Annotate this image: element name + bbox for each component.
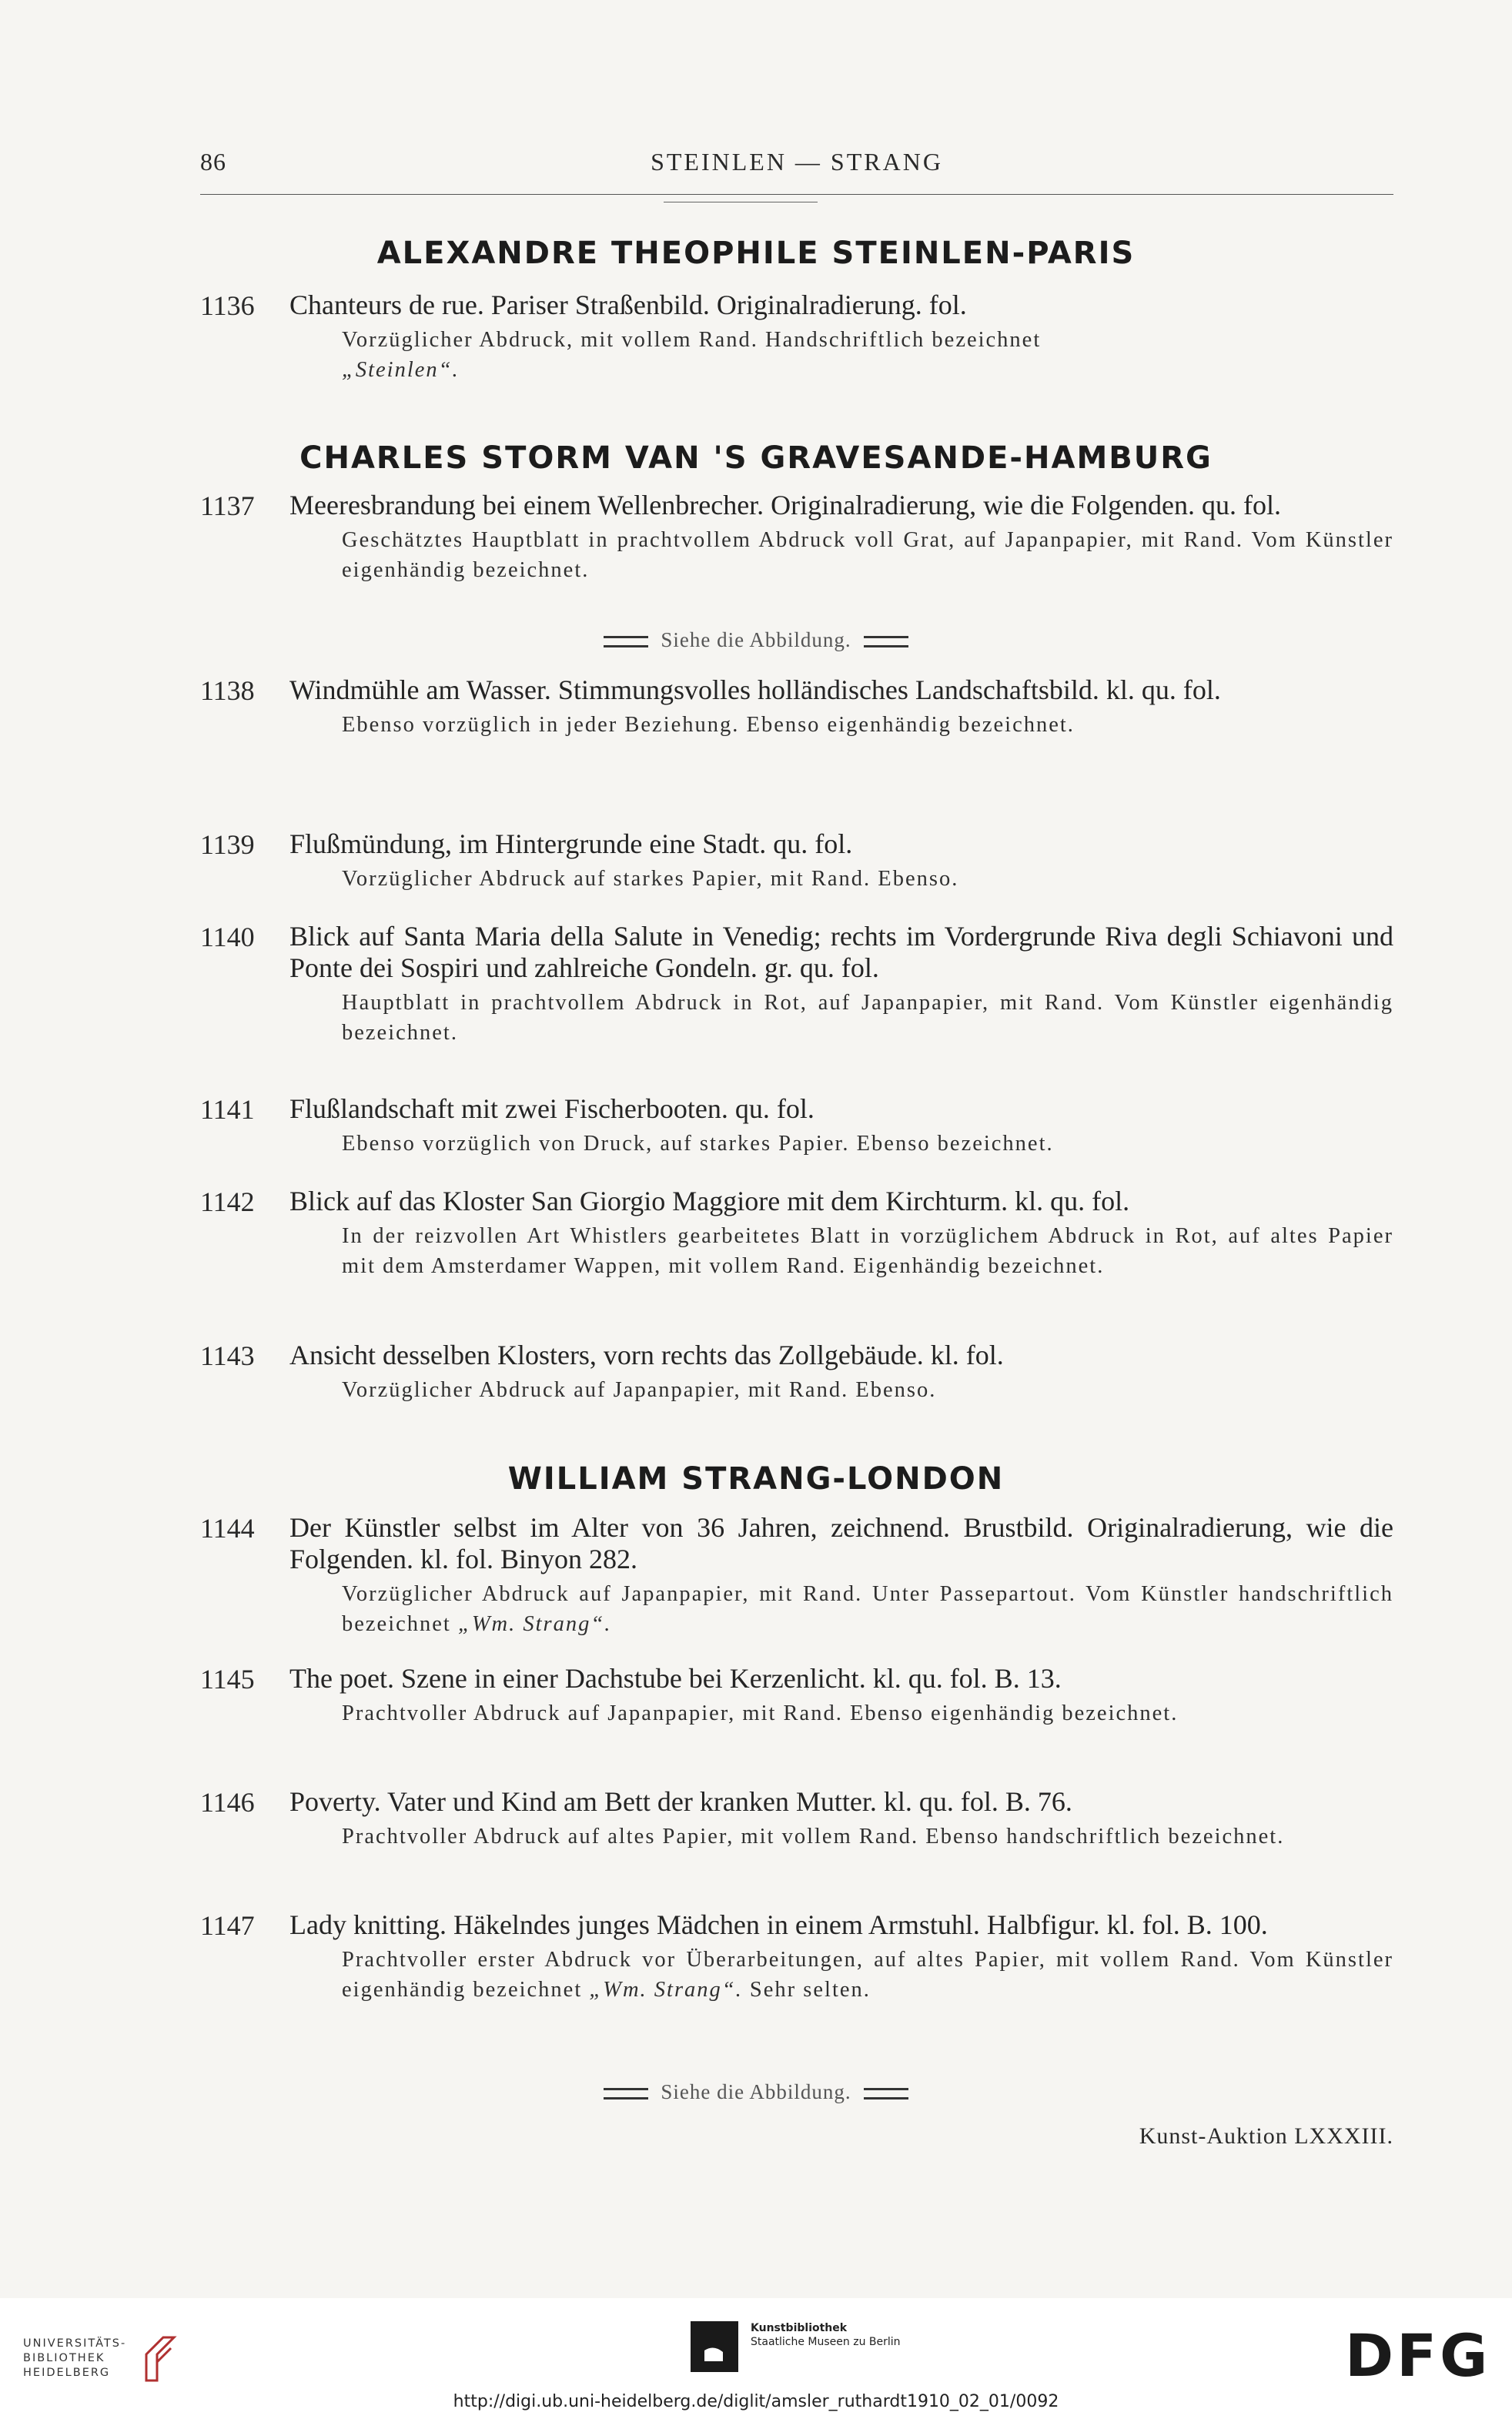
entry-note: Ebenso vorzüglich von Druck, auf starkes Papier. Ebenso bezeichnet. bbox=[342, 1132, 1054, 1156]
entry-number: 1140 bbox=[200, 922, 255, 952]
entry-number: 1138 bbox=[200, 675, 255, 706]
catalog-entry-1143 bbox=[200, 1340, 1393, 1405]
section-heading-strang: WILLIAM STRANG-LONDON bbox=[507, 1461, 1005, 1497]
double-rule-left bbox=[604, 636, 648, 647]
catalog-entry-1136 bbox=[200, 289, 1393, 385]
entry-note bbox=[342, 1579, 1393, 1639]
entry-note-text: Prachtvoller erster Abdruck vor Überarbeitungen, auf altes Papier, mit vollem Rand. Vom Künstler eigenhändig bezeichnet bbox=[342, 1948, 1393, 2002]
catalog-entry-1146 bbox=[200, 1786, 1393, 1852]
entry-number: 1145 bbox=[200, 1664, 255, 1695]
double-rule-left bbox=[604, 2088, 648, 2099]
catalog-entry-1139 bbox=[200, 828, 1393, 894]
entry-title: Blick auf Santa Maria della Salute in Venedig; rechts im Vordergrunde Riva degli Schiavoni und Ponte dei Sospiri und zahlreiche Gondeln. gr. qu. fol. bbox=[289, 921, 1393, 983]
page-header bbox=[200, 148, 1393, 182]
kunstbibliothek-logo-icon bbox=[691, 2321, 738, 2372]
university-logo-icon bbox=[140, 2331, 180, 2385]
entry-note: Ebenso vorzüglich in jeder Beziehung. Ebenso eigenhändig bezeichnet. bbox=[342, 713, 1075, 737]
entry-number: 1147 bbox=[200, 1910, 255, 1941]
kunstbibliothek-subtitle: Staatliche Museen zu Berlin bbox=[751, 2336, 901, 2348]
university-line: BIBLIOTHEK bbox=[23, 2352, 105, 2364]
entry-note-text: Vorzüglicher Abdruck auf Japanpapier, mit Rand. Unter Passepartout. Vom Künstler handschriftlich bezeichnet bbox=[342, 1582, 1393, 1636]
entry-title: Der Künstler selbst im Alter von 36 Jahren, zeichnend. Brustbild. Originalradierung, wie die Folgenden. kl. fol. Binyon 282. bbox=[289, 1512, 1393, 1574]
see-illustration-2 bbox=[0, 2080, 1512, 2104]
entry-note: Hauptblatt in prachtvollem Abdruck in Rot, auf Japanpapier, mit Rand. Vom Künstler eigenhändig bezeichnet. bbox=[342, 991, 1393, 1045]
source-url[interactable]: http://digi.ub.uni-heidelberg.de/diglit/amsler_ruthardt1910_02_01/0092 bbox=[453, 2392, 1059, 2411]
kunstbibliothek-label bbox=[751, 2321, 901, 2349]
kunstbibliothek-title: Kunstbibliothek bbox=[751, 2322, 848, 2334]
entry-title: Ansicht desselben Klosters, vorn rechts das Zollgebäude. kl. fol. bbox=[289, 1340, 1004, 1370]
page-number: 86 bbox=[200, 148, 226, 176]
entry-note: Geschätztes Hauptblatt in prachtvollem Abdruck voll Grat, auf Japanpapier, mit Rand. Vom Künstler eigenhändig bezeichnet. bbox=[342, 528, 1393, 582]
header-rule bbox=[200, 194, 1393, 195]
catalog-entry-1147 bbox=[200, 1909, 1393, 2005]
viewer-footer bbox=[0, 2298, 1512, 2419]
university-line: HEIDELBERG bbox=[23, 2367, 111, 2379]
see-illustration-1 bbox=[0, 628, 1512, 652]
catalog-entry-1145 bbox=[200, 1663, 1393, 1728]
entry-note-tail: Sehr selten. bbox=[749, 1978, 871, 2002]
catalog-entry-1142 bbox=[200, 1186, 1393, 1281]
entry-note: Prachtvoller Abdruck auf Japanpapier, mit Rand. Ebenso eigenhändig bezeichnet. bbox=[342, 1701, 1179, 1725]
entry-number: 1136 bbox=[200, 290, 255, 321]
entry-title: Lady knitting. Häkelndes junges Mädchen in einem Armstuhl. Halbfigur. kl. fol. B. 100. bbox=[289, 1909, 1268, 1940]
entry-title: The poet. Szene in einer Dachstube bei Kerzenlicht. kl. qu. fol. B. 13. bbox=[289, 1663, 1062, 1694]
entry-note: Vorzüglicher Abdruck auf Japanpapier, mit Rand. Ebenso. bbox=[342, 1378, 937, 1402]
catalog-entry-1137 bbox=[200, 490, 1393, 585]
catalog-entry-1140 bbox=[200, 921, 1393, 1048]
entry-title: Flußlandschaft mit zwei Fischerbooten. qu. fol. bbox=[289, 1093, 815, 1124]
entry-note bbox=[342, 1945, 1393, 2005]
section-heading-storm: CHARLES STORM VAN 'S GRAVESANDE-HAMBURG bbox=[299, 440, 1213, 476]
university-library-label bbox=[23, 2337, 126, 2381]
entry-note: Vorzüglicher Abdruck auf starkes Papier, mit Rand. Ebenso. bbox=[342, 867, 959, 891]
entry-note: In der reizvollen Art Whistlers gearbeitetes Blatt in vorzüglichem Abdruck in Rot, auf altes Papier mit dem Amsterdamer Wappen, mit vollem Rand. Eigenhändig bezeichnet. bbox=[342, 1224, 1393, 1278]
entry-number: 1137 bbox=[200, 490, 255, 521]
entry-note-text: Vorzüglicher Abdruck, mit vollem Rand. Handschriftlich bezeichnet bbox=[342, 328, 1042, 352]
dfg-logo: DFG bbox=[1345, 2321, 1491, 2390]
catalog-entry-1141 bbox=[200, 1093, 1393, 1159]
entry-number: 1141 bbox=[200, 1094, 255, 1125]
entry-number: 1146 bbox=[200, 1787, 255, 1818]
entry-title: Flußmündung, im Hintergrunde eine Stadt. qu. fol. bbox=[289, 828, 853, 859]
university-line: UNIVERSITÄTS- bbox=[23, 2337, 127, 2350]
entry-note-signature: „Wm. Strang“. bbox=[589, 1978, 743, 2002]
double-rule-right bbox=[864, 636, 908, 647]
entry-number: 1143 bbox=[200, 1340, 255, 1371]
entry-note-signature: „Wm. Strang“. bbox=[457, 1612, 612, 1636]
entry-note-signature: „Steinlen“. bbox=[342, 358, 460, 382]
double-rule-right bbox=[864, 2088, 908, 2099]
see-illustration-text: Siehe die Abbildung. bbox=[661, 2080, 851, 2103]
entry-number: 1139 bbox=[200, 829, 255, 860]
entry-note bbox=[342, 325, 1393, 385]
auction-signature: Kunst-Auktion LXXXIII. bbox=[1139, 2123, 1393, 2149]
catalog-entry-1138 bbox=[200, 674, 1393, 740]
entry-title: Chanteurs de rue. Pariser Straßenbild. Originalradierung. fol. bbox=[289, 289, 967, 320]
entry-title: Poverty. Vater und Kind am Bett der kranken Mutter. kl. qu. fol. B. 76. bbox=[289, 1786, 1072, 1817]
entry-title: Blick auf das Kloster San Giorgio Maggiore mit dem Kirchturm. kl. qu. fol. bbox=[289, 1186, 1130, 1216]
entry-title: Meeresbrandung bei einem Wellenbrecher. Originalradierung, wie die Folgenden. qu. fol. bbox=[289, 490, 1282, 520]
catalog-entry-1144 bbox=[200, 1512, 1393, 1639]
section-heading-steinlen: ALEXANDRE THEOPHILE STEINLEN-PARIS bbox=[376, 236, 1136, 271]
running-title: STEINLEN — STRANG bbox=[651, 148, 943, 176]
see-illustration-text: Siehe die Abbildung. bbox=[661, 628, 851, 651]
entry-title: Windmühle am Wasser. Stimmungsvolles holländisches Landschaftsbild. kl. qu. fol. bbox=[289, 674, 1221, 705]
entry-number: 1144 bbox=[200, 1513, 255, 1544]
entry-number: 1142 bbox=[200, 1186, 255, 1217]
entry-note: Prachtvoller Abdruck auf altes Papier, mit vollem Rand. Ebenso handschriftlich bezeichnet. bbox=[342, 1825, 1285, 1849]
